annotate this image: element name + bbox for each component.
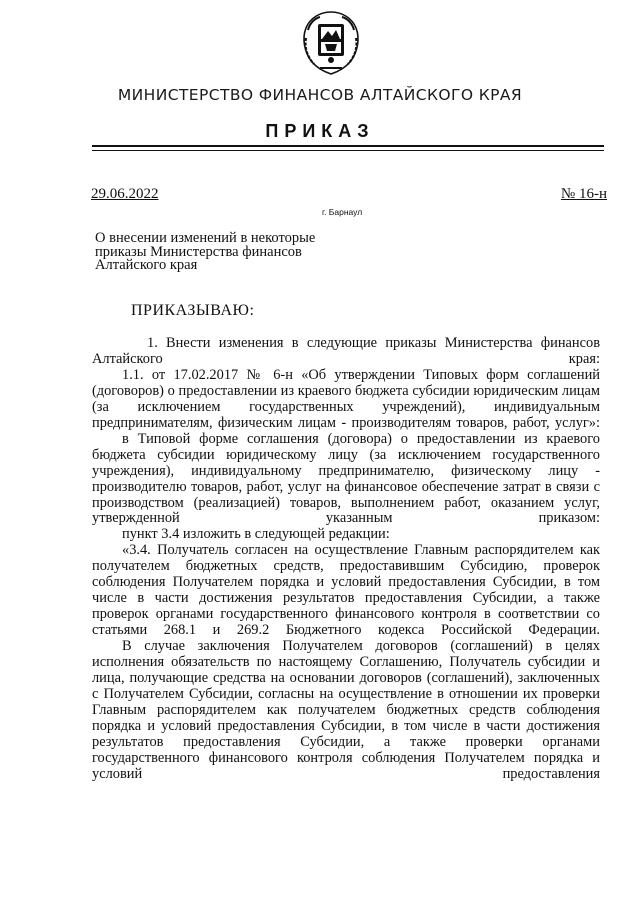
document-number: № 16-н [560, 186, 607, 202]
document-city: г. Барнаул [322, 207, 363, 217]
body-paragraph: 1.1. от 17.02.2017 № 6-н «Об утверждении Типовых форм соглашений (договоров) о предоставлении из краевого бюджета субсидии юридическим лицам (за исключением государственных учреждений), индивидуальным предпринимателям, физическим лицам - производителям товаров, работ, услуг»: [92, 366, 600, 431]
body-paragraph: «3.4. Получатель согласен на осуществление Главным распорядителем как получателем бюджетных средств, предоставившим Субсидию, проверок соблюдения Получателем порядка и условий предоставления Субсидии, в том числе в части достижения результатов предоставления Субсидии, а также проверок органами государственного финансового контроля в соответствии со статьями 268.1 и 269.2 Бюджетного кодекса Российской Федерации. [92, 542, 600, 639]
ministry-name: МИНИСТЕРСТВО ФИНАНСОВ АЛТАЙСКОГО КРАЯ [117, 86, 523, 104]
document-type: ПРИКАЗ [265, 121, 375, 141]
coat-of-arms-emblem [298, 8, 364, 76]
header-rule-thick [92, 145, 604, 147]
body-paragraph: В случае заключения Получателем договоров (соглашений) в целях исполнения обязательств по настоящему Соглашению, Получатель субсидии и лица, получающие средства на основании договоров (соглашений), заключенных с Получателем Субсидии, согласны на осуществление в отношении их проверки Главным распорядителем как получателем бюджетных средств соблюдения порядка и условий предоставления Субсидии, в том числе в части достижения результатов предоставления Субсидии, а также проверки органами государственного финансового контроля соблюдения Получателем порядка и условий предоставления [92, 638, 600, 782]
document-date: 29.06.2022 [91, 186, 159, 202]
body-paragraph: пункт 3.4 изложить в следующей редакции: [122, 526, 390, 543]
header-rule-thin [92, 150, 604, 151]
body-paragraph: в Типовой форме соглашения (договора) о предоставлении из краевого бюджета субсидии юридическому лицу (за исключением государственного учреждения), индивидуальному предпринимателю, физическому лицу - производителю товаров, работ, услуг на финансовое обеспечение затрат в связи с производством (реализацией) товаров, выполнением работ, оказанием услуг, утвержденной указанным приказом: [92, 430, 600, 527]
order-heading: ПРИКАЗЫВАЮ: [131, 302, 255, 319]
subject-line: Алтайского края [95, 257, 198, 273]
subject-line: О внесении изменений в некоторые [95, 230, 316, 246]
document-body [92, 336, 600, 783]
subject-line: приказы Министерства финансов [95, 243, 302, 260]
body-paragraph: 1. Внести изменения в следующие приказы Министерства финансов Алтайского края: [92, 335, 600, 367]
document-subject [95, 232, 335, 273]
